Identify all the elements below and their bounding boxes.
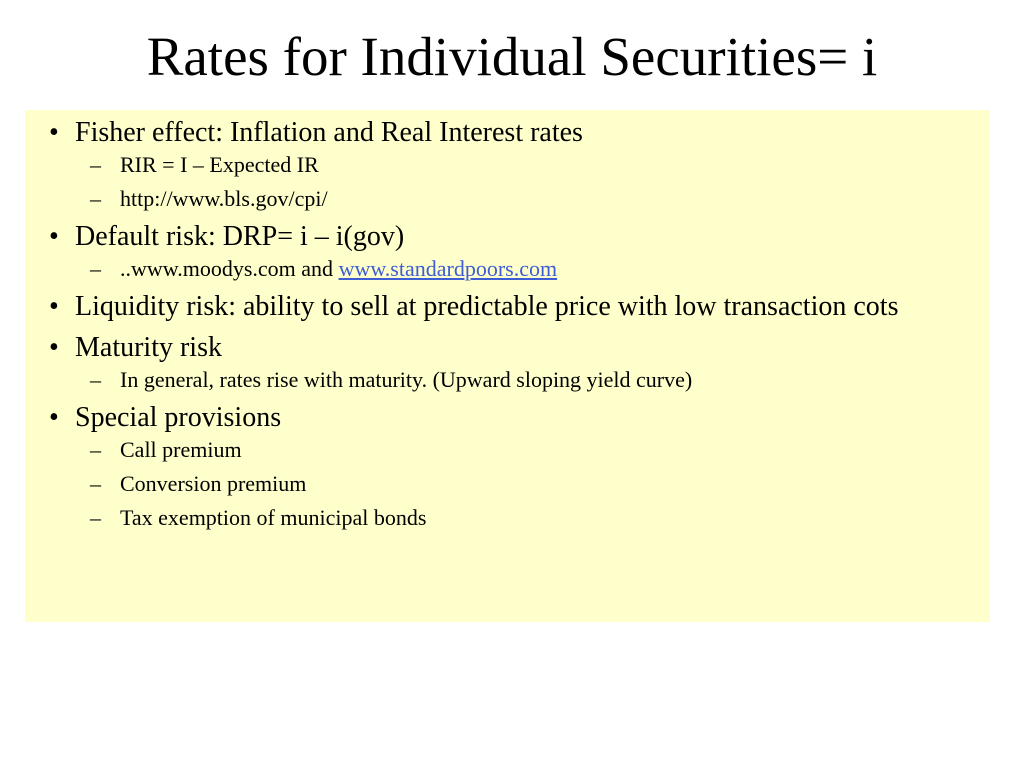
bullet-list [49, 116, 980, 531]
bullet-icon: • [49, 117, 59, 148]
bullet-icon: • [49, 402, 59, 433]
dash-icon: – [90, 186, 101, 211]
bullet-text: Fisher effect: Inflation and Real Interest rates [75, 117, 583, 148]
sub-list [75, 256, 980, 282]
dash-icon: – [90, 471, 101, 496]
sub-item-maturity-note [75, 367, 980, 393]
standardpoors-link[interactable]: www.standardpoors.com [338, 256, 558, 281]
sub-item-conversion-premium [75, 471, 980, 497]
sub-item-tax-exemption [75, 505, 980, 531]
sub-list [75, 152, 980, 212]
bullet-item-special-provisions [49, 401, 980, 531]
sub-item-call-premium [75, 437, 980, 463]
slide-title: Rates for Individual Securities= i [146, 26, 878, 87]
sub-list [75, 367, 980, 393]
dash-icon: – [90, 367, 101, 392]
bullet-icon: • [49, 291, 59, 322]
bullet-item-fisher-effect [49, 116, 980, 212]
sub-item-text: Tax exemption of municipal bonds [120, 505, 427, 530]
sub-item-bls-url [75, 186, 980, 212]
sub-item-rating-sites [75, 256, 980, 282]
sub-item-text: In general, rates rise with maturity. (Upward sloping yield curve) [120, 367, 693, 392]
dash-icon: – [90, 437, 101, 462]
bullet-item-maturity-risk [49, 331, 980, 393]
bullet-text: Special provisions [75, 402, 282, 433]
sub-list [75, 437, 980, 531]
sub-item-text: Call premium [120, 437, 242, 462]
bullet-icon: • [49, 332, 59, 363]
bullet-item-liquidity-risk [49, 290, 980, 323]
sub-item-text: http://www.bls.gov/cpi/ [120, 186, 328, 211]
sub-item-text: ..www.moodys.com and [120, 256, 339, 281]
bullet-icon: • [49, 221, 59, 252]
content-box [25, 110, 990, 622]
bullet-item-default-risk [49, 220, 980, 282]
bullet-text: Liquidity risk: ability to sell at predictable price with low transaction cots [75, 291, 899, 322]
bullet-text: Default risk: DRP= i – i(gov) [75, 221, 405, 252]
sub-item-text: Conversion premium [120, 471, 307, 496]
sub-item-rir [75, 152, 980, 178]
dash-icon: – [90, 505, 101, 530]
sub-item-text: RIR = I – Expected IR [120, 152, 319, 177]
bullet-text: Maturity risk [75, 332, 222, 363]
dash-icon: – [90, 256, 101, 281]
dash-icon: – [90, 152, 101, 177]
